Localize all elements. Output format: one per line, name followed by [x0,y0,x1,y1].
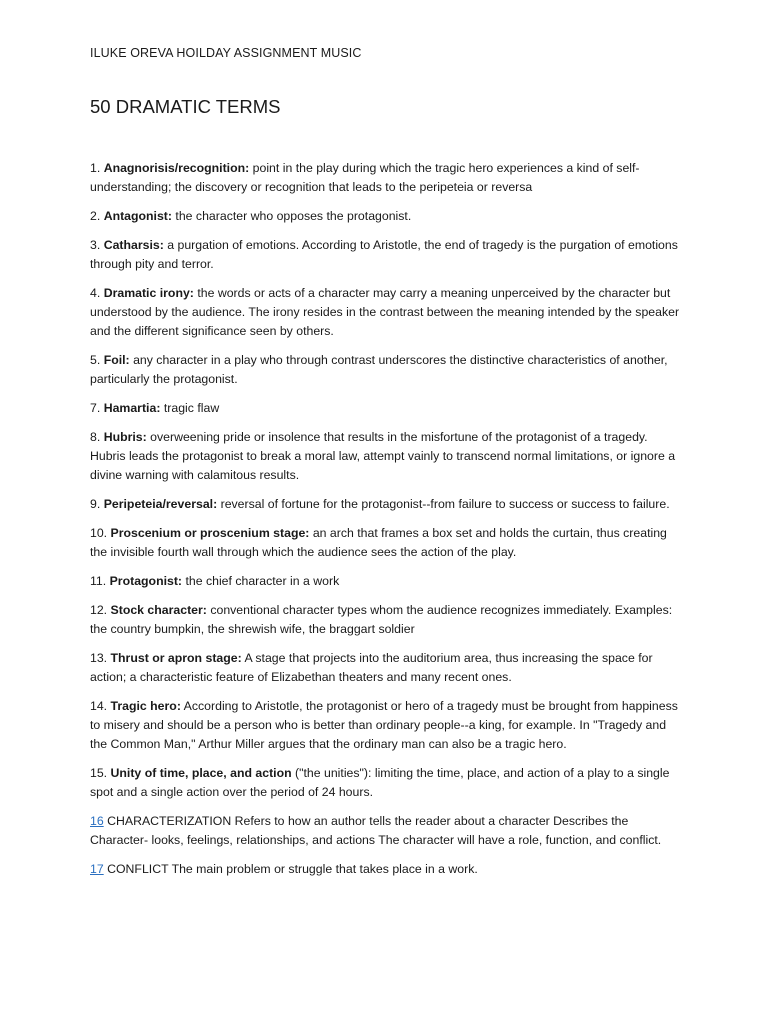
term-link[interactable]: 16 [90,814,104,828]
term-entry [90,207,682,226]
term-definition: an arch that frames a box set and holds the curtain, thus creating the invisible fourth wall through which the audience sees the action of the play. [90,526,667,559]
term-definition: According to Aristotle, the protagonist or hero of a tragedy must be brought from happiness to misery and should be a person who is better than ordinary people--a king, for example. In "Tragedy and the Common Man," Arthur Miller argues that the ordinary man can also be a tragic hero. [90,699,678,751]
term-number: 3. [90,238,101,252]
term-name: Protagonist: [109,574,183,588]
term-entry [90,351,682,389]
term-number: 10. [90,526,108,540]
term-name: Hubris: [103,430,147,444]
term-number: 7. [90,401,101,415]
term-name: Thrust or apron stage: [110,651,242,665]
term-number: 9. [90,497,101,511]
term-definition: the chief character in a work [185,574,340,588]
term-number: 8. [90,430,101,444]
term-definition: the words or acts of a character may carry a meaning unperceived by the character but understood by the audience. The irony resides in the contrast between the meaning intended by the speaker and the different significance seen by others. [90,286,680,338]
terms-list [90,159,682,889]
term-number: 14. [90,699,108,713]
term-name: Dramatic irony: [103,286,194,300]
term-number: 11. [90,574,107,588]
term-name: Tragic hero: [110,699,181,713]
term-entry [90,428,682,485]
term-link[interactable]: 17 [90,862,104,876]
term-definition: a purgation of emotions. According to Aristotle, the end of tragedy is the purgation of emotions through pity and terror. [90,238,678,271]
document-header: ILUKE OREVA HOILDAY ASSIGNMENT MUSIC [90,46,362,60]
term-name: Hamartia: [103,401,161,415]
term-entry [90,159,682,197]
linked-term-text: CONFLICT The main problem or struggle that takes place in a work. [107,862,478,876]
term-number: 5. [90,353,101,367]
term-definition: conventional character types whom the audience recognizes immediately. Examples: the country bumpkin, the shrewish wife, the braggart soldier [90,603,673,636]
linked-term-entry [90,812,682,850]
term-entry [90,572,682,591]
term-number: 13. [90,651,108,665]
term-entry [90,236,682,274]
term-definition: point in the play during which the tragic hero experiences a kind of self-understanding; the discovery or recognition that leads to the peripeteia or reversa [90,161,640,194]
term-definition: tragic flaw [163,401,220,415]
term-definition: the character who opposes the protagonist. [175,209,412,223]
term-number: 4. [90,286,101,300]
term-name: Proscenium or proscenium stage: [110,526,310,540]
term-name: Unity of time, place, and action [110,766,292,780]
term-number: 15. [90,766,108,780]
document-title: 50 DRAMATIC TERMS [90,96,281,117]
term-entry [90,764,682,802]
term-name: Anagnorisis/recognition: [103,161,250,175]
linked-term-entry [90,860,682,879]
term-entry [90,649,682,687]
term-name: Peripeteia/reversal: [103,497,218,511]
term-definition: reversal of fortune for the protagonist--from failure to success or success to failure. [220,497,670,511]
term-entry [90,284,682,341]
linked-term-text: CHARACTERIZATION Refers to how an author tells the reader about a character Describes the Character- looks, feelings, relationships, and actions The character will have a role, function, and conflict. [90,814,662,847]
term-number: 1. [90,161,101,175]
term-entry [90,697,682,754]
term-entry [90,601,682,639]
term-name: Antagonist: [103,209,172,223]
term-definition: any character in a play who through contrast underscores the distinctive characteristics of another, particularly the protagonist. [90,353,668,386]
term-number: 2. [90,209,101,223]
term-definition: A stage that projects into the auditorium area, thus increasing the space for action; a characteristic feature of Elizabethan theaters and many recent ones. [90,651,653,684]
term-entry [90,524,682,562]
term-number: 12. [90,603,108,617]
term-name: Catharsis: [103,238,164,252]
term-entry [90,495,682,514]
term-definition: ("the unities"): limiting the time, place, and action of a play to a single spot and a single action over the period of 24 hours. [90,766,670,799]
term-name: Stock character: [110,603,207,617]
term-name: Foil: [103,353,130,367]
term-definition: overweening pride or insolence that results in the misfortune of the protagonist of a tragedy. Hubris leads the protagonist to break a moral law, attempt vainly to transcend normal limitations, or ignore a divine warning with calamitous results. [90,430,676,482]
term-entry [90,399,682,418]
